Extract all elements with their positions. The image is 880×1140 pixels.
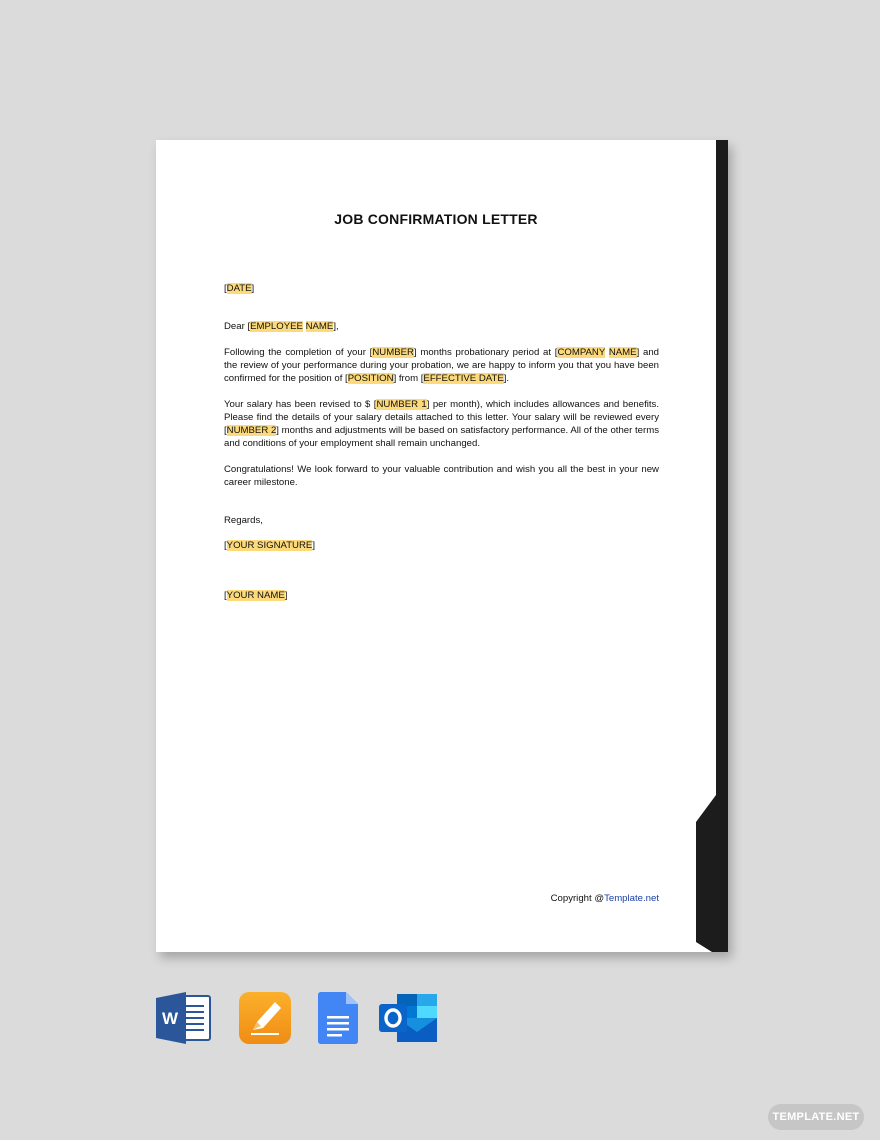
salary-placeholder[interactable]: NUMBER 1 [376, 399, 427, 410]
page-edge [716, 140, 728, 952]
copyright: Copyright @Template.net [550, 893, 659, 904]
paragraph-3: Congratulations! We look forward to your valuable contribution and wish you all the best in your new career milestone. [224, 464, 659, 488]
months-placeholder[interactable]: NUMBER [372, 347, 414, 358]
paragraph-2: Your salary has been revised to $ [NUMBER 1] per month), which includes allowances and benefits. Please find the details of your salary details attached to this letter. Your salary will be reviewed every [NUMBER 2] months and adjustments will be based on satisfactory performance. All of the other terms and conditions of your employment shall remain unchanged. [224, 399, 660, 449]
signature-line: [YOUR SIGNATURE] [224, 540, 315, 551]
word-icon[interactable] [156, 992, 212, 1044]
template-net-badge[interactable]: TEMPLATE.NET [768, 1104, 864, 1130]
employee-placeholder-b[interactable]: NAME [305, 321, 334, 332]
template-link[interactable]: Template.net [604, 893, 659, 904]
date-line: [DATE] [224, 283, 255, 294]
date-placeholder[interactable]: DATE [226, 283, 252, 294]
name-line: [YOUR NAME] [224, 590, 288, 601]
review-months-placeholder[interactable]: NUMBER 2 [226, 425, 277, 436]
google-docs-icon[interactable] [318, 992, 358, 1044]
salutation: Dear [EMPLOYEE NAME], [224, 321, 339, 332]
effective-date-placeholder[interactable]: EFFECTIVE DATE [423, 373, 504, 384]
paragraph-1: Following the completion of your [NUMBER] months probationary period at [COMPANY NAME] and the review of your performance during your probation, we are happy to inform you that you have been confirmed for the position of [POSITION] from [EFFECTIVE DATE]. [224, 347, 660, 384]
signature-placeholder[interactable]: YOUR SIGNATURE [226, 540, 313, 551]
document-title: JOB CONFIRMATION LETTER [334, 211, 538, 227]
regards: Regards, [224, 515, 263, 526]
svg-text:W: W [161, 1009, 179, 1028]
company-placeholder-b[interactable]: NAME [608, 347, 637, 358]
pages-icon[interactable] [239, 992, 291, 1044]
position-placeholder[interactable]: POSITION [347, 373, 394, 384]
company-placeholder-a[interactable]: COMPANY [557, 347, 606, 358]
outlook-icon[interactable] [379, 992, 439, 1044]
employee-placeholder-a[interactable]: EMPLOYEE [250, 321, 303, 332]
document-page [156, 140, 728, 952]
name-placeholder[interactable]: YOUR NAME [226, 590, 285, 601]
